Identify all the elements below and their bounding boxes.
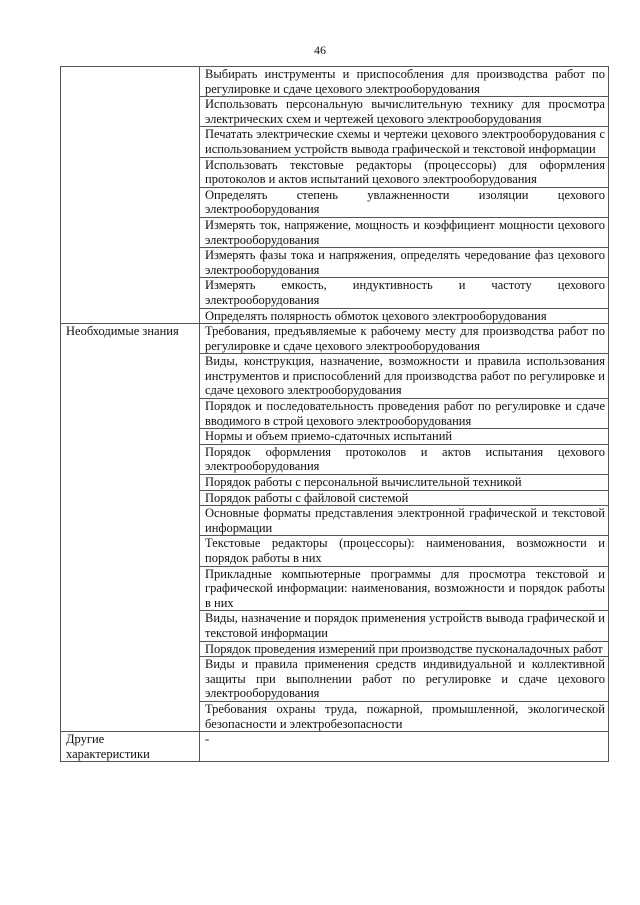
table-row (61, 732, 609, 762)
knowledge-item: Текстовые редакторы (процессоры): наименования, возможности и порядок работы в них (200, 536, 609, 566)
skill-item: Выбирать инструменты и приспособления для производства работ по регулировке и сдаче цехового электрооборудования (200, 67, 609, 97)
skill-item: Использовать персональную вычислительную технику для просмотра электрических схем и чертежей цехового электрооборудования (200, 97, 609, 127)
skill-item: Использовать текстовые редакторы (процессоры) для оформления протоколов и актов испытаний цехового электрооборудования (200, 157, 609, 187)
other-label-line: характеристики (66, 746, 150, 761)
other-characteristics-value: - (200, 732, 609, 762)
skill-item: Определять степень увлажненности изоляции цехового электрооборудования (200, 187, 609, 217)
knowledge-item: Прикладные компьютерные программы для просмотра текстовой и графической информации: наименования, возможности и порядок работы в них (200, 566, 609, 611)
skill-item: Печатать электрические схемы и чертежи цехового электрооборудования с использованием устройств вывода графической и текстовой информации (200, 127, 609, 157)
skill-item: Определять полярность обмоток цехового электрооборудования (200, 308, 609, 324)
knowledge-item: Порядок оформления протоколов и актов испытания цехового электрооборудования (200, 444, 609, 474)
knowledge-item: Требования охраны труда, пожарной, промышленной, экологической безопасности и электробезопасности (200, 701, 609, 731)
skill-item: Измерять ток, напряжение, мощность и коэффициент мощности цехового электрооборудования (200, 217, 609, 247)
other-characteristics-label (61, 732, 200, 762)
knowledge-item: Нормы и объем приемо-сдаточных испытаний (200, 429, 609, 445)
knowledge-item: Виды и правила применения средств индивидуальной и коллективной защиты при выполнении работ по регулировке и сдаче цехового электрооборудования (200, 657, 609, 702)
table-row (61, 324, 609, 354)
skills-label-cell (61, 67, 200, 324)
competency-table (60, 66, 609, 762)
page-number: 46 (314, 43, 326, 57)
knowledge-item: Требования, предъявляемые к рабочему месту для производства работ по регулировке и сдаче цехового электрооборудования (200, 324, 609, 354)
knowledge-label: Необходимые знания (61, 324, 200, 732)
skill-item: Измерять фазы тока и напряжения, определять чередование фаз цехового электрооборудования (200, 248, 609, 278)
other-label-line: Другие (66, 732, 105, 747)
knowledge-item: Порядок проведения измерений при производстве пусконаладочных работ (200, 641, 609, 657)
knowledge-item: Порядок и последовательность проведения работ по регулировке и сдаче вводимого в строй цехового электрооборудования (200, 399, 609, 429)
table-row (61, 67, 609, 97)
knowledge-item: Виды, конструкция, назначение, возможности и правила использования инструментов и приспособлений для производства работ по регулировке и сдаче цехового электрооборудования (200, 354, 609, 399)
knowledge-item: Порядок работы с персональной вычислительной техникой (200, 475, 609, 491)
skill-item: Измерять емкость, индуктивность и частоту цехового электрооборудования (200, 278, 609, 308)
knowledge-item: Порядок работы с файловой системой (200, 490, 609, 506)
knowledge-item: Виды, назначение и порядок применения устройств вывода графической и текстовой информации (200, 611, 609, 641)
knowledge-item: Основные форматы представления электронной графической и текстовой информации (200, 506, 609, 536)
